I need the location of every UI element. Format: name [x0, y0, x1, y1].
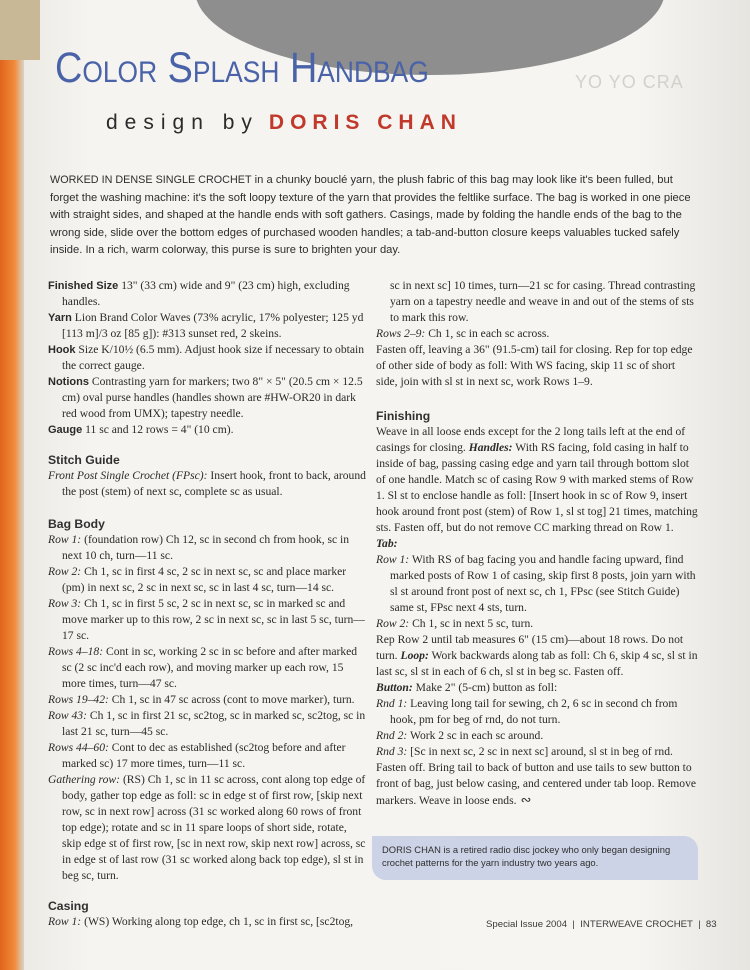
- footer-sep-2: |: [695, 919, 704, 930]
- bag-body-heading: Bag Body: [48, 517, 105, 531]
- casing-row-1-cont: sc in next sc] 10 times, turn—21 sc for casing. Thread contrasting yarn on a tapestry needle and weave in and out of the stems of sts to mark this row.: [390, 279, 696, 324]
- byline: [106, 111, 462, 135]
- bag-body-row: Row 2: Ch 1, sc in first 4 sc, 2 sc in next sc, sc and place marker (pm) in next sc, 2 sc in next sc, sc in last 4 sc, turn—14 sc.: [48, 565, 347, 594]
- spec-notions: Notions Contrasting yarn for markers; two 8" × 5" (20.5 cm × 12.5 cm) oval purse handles (handles shown are #HW-OR20 in dark red wood from UMX); tapestry needle.: [48, 375, 363, 420]
- intro-text: in a chunky bouclé yarn, the plush fabric of this bag may look like it's been fulled, but forget the washing machine: it's the soft loopy texture of the yarn that provides the feltlike surface. The bag is worked in one piece with straight sides, and shaped at the handle ends with soft gathers. Casings, made by folding the handle ends of the bag to the wrong side, slide over the bottom edges of purchased wooden handles; a tab-and-button closure keeps valuables tucked safely inside. In a rich, warm colorway, this purse is sure to brighten your day.: [50, 174, 691, 256]
- casing-fasten: Fasten off, leaving a 36" (91.5-cm) tail for closing. Rep for top edge of other side of body as foll: With WS facing, skip 11 sc of short side, join with sl st in next sc, work Rows 1–9.: [376, 343, 693, 388]
- footer-sep-1: |: [569, 919, 578, 930]
- intro-paragraph: [50, 172, 696, 260]
- finishing-handles: Weave in all loose ends except for the 2 long tails left at the end of casings for closing. Handles: With RS facing, fold casing in half to inside of bag, passing casing edge and yarn tail through bottom slot of one handle. Match sc of casing Row 9 with marked stems of Row 1. Sl st to enclose handle as foll: [Insert hook in sc of Row 9, insert hook around front post (stem) of Row 1, sl st tog] 21 times, matching sts. Fasten off, but do not remove CC marking thread on Row 1.: [376, 425, 698, 534]
- stitch-guide-entry: Front Post Single Crochet (FPsc): Insert hook, front to back, around the post (stem) of next sc, complete sc as usual.: [48, 469, 366, 498]
- tab-row-2: Row 2: Ch 1, sc in next 5 sc, turn.: [376, 617, 534, 630]
- finishing-final: Fasten off. Bring tail to back of button and use tails to sew button to front of bag, just below casing, and centered under tab loop. Remove markers. Weave in loose ends. ∾: [376, 761, 697, 807]
- page-footer: [486, 919, 717, 930]
- intro-lead: WORKED IN DENSE SINGLE CROCHET: [50, 174, 252, 186]
- bag-body-row: Gathering row: (RS) Ch 1, sc in 11 sc across, cont along top edge of body, gather top edge as foll: sc in edge st of first row, [skip next row, sc in next row] across (31 sc worked along 60 rows of front top edge); rotate and sc in 11 spare loops of short side, rotate, skip edge st of first row, [sc in next row, skip next row] across, sc in edge st of last row (31 sc worked along back top edge), sl st in beg sc, turn.: [48, 773, 366, 882]
- bleed-through-text: YO YO CRA: [575, 72, 684, 92]
- button-rnd-3: Rnd 3: [Sc in next sc, 2 sc in next sc] around, sl st in beg of rnd.: [376, 745, 673, 758]
- casing-row-1: Row 1: (WS) Working along top edge, ch 1, sc in first sc, [sc2tog,: [48, 915, 354, 928]
- bag-body-row: Row 1: (foundation row) Ch 12, sc in second ch from hook, sc in next 10 ch, turn—11 sc.: [48, 533, 350, 562]
- right-column: [376, 278, 698, 809]
- end-mark-icon: ∾: [520, 792, 532, 807]
- button-rnd-1: Rnd 1: Leaving long tail for sewing, ch 2, 6 sc in second ch from hook, pm for beg of rnd, do not turn.: [376, 697, 678, 726]
- designer-bio: DORIS CHAN is a retired radio disc jockey who only began designing crochet patterns for the yarn industry two years ago.: [372, 836, 698, 880]
- page-title: Color Splash Handbag: [55, 44, 429, 92]
- page-corner: [0, 0, 40, 60]
- spec-yarn: Yarn Lion Brand Color Waves (73% acrylic, 17% polyester; 125 yd [113 m]/3 oz [85 g]): #313 sunset red, 2 skeins.: [48, 311, 364, 340]
- spec-gauge: Gauge 11 sc and 12 rows = 4" (10 cm).: [48, 423, 234, 436]
- spec-finished-size: Finished Size 13" (33 cm) wide and 9" (23 cm) high, excluding handles.: [48, 279, 350, 308]
- bag-body-row: Rows 19–42: Ch 1, sc in 47 sc across (cont to move marker), turn.: [48, 693, 355, 706]
- footer-magazine: INTERWEAVE CROCHET: [580, 919, 693, 930]
- page-number: 83: [705, 919, 717, 930]
- left-column: [48, 278, 368, 930]
- footer-issue: Special Issue 2004: [486, 919, 568, 930]
- casing-rows-2-9: Rows 2–9: Ch 1, sc in each sc across.: [376, 327, 550, 340]
- designer-name: DORIS CHAN: [268, 111, 462, 134]
- page-edge-strip: [0, 60, 24, 970]
- bag-body-row: Rows 44–60: Cont to dec as established (sc2tog before and after marked sc) 17 more times, turn—11 sc.: [48, 741, 346, 770]
- bag-body-row: Rows 4–18: Cont in sc, working 2 sc in sc before and after marked sc (2 sc inc'd each row), and moving marker up each row, 15 more times, turn—47 sc.: [48, 645, 358, 690]
- button-heading: Button: Make 2" (5-cm) button as foll:: [376, 681, 558, 694]
- tab-repeat: Rep Row 2 until tab measures 6" (15 cm)—about 18 rows. Do not turn. Loop: Work backwards along tab as foll: Ch 6, skip 4 sc, sl st in last sc, sl st in each of 6 ch, sl st in beg sc. Fasten off.: [376, 633, 698, 678]
- tab-heading: Tab:: [376, 537, 398, 550]
- bag-body-row: Row 3: Ch 1, sc in first 5 sc, 2 sc in next sc, sc in marked sc and move marker up to this row, 2 sc in next sc, sc in last 5 sc, turn—17 sc.: [48, 597, 365, 642]
- byline-prefix: design by: [106, 111, 259, 134]
- finishing-heading: Finishing: [376, 409, 431, 423]
- bag-body-row: Row 43: Ch 1, sc in first 21 sc, sc2tog, sc in marked sc, sc2tog, sc in last 21 sc, turn—45 sc.: [48, 709, 366, 738]
- spec-hook: Hook Size K/10½ (6.5 mm). Adjust hook size if necessary to obtain the correct gauge.: [48, 343, 365, 372]
- casing-heading: Casing: [48, 899, 89, 913]
- stitch-guide-heading: Stitch Guide: [48, 453, 120, 467]
- tab-row-1: Row 1: With RS of bag facing you and handle facing upward, find marked posts of Row 1 of casing, skip first 8 posts, join yarn with sl st around front post of next sc, ch 1, FPsc (see Stitch Guide) same st, FPsc next 4 sts, turn.: [376, 553, 696, 614]
- bag-body-rows: [48, 532, 368, 884]
- button-rnd-2: Rnd 2: Work 2 sc in each sc around.: [376, 729, 544, 742]
